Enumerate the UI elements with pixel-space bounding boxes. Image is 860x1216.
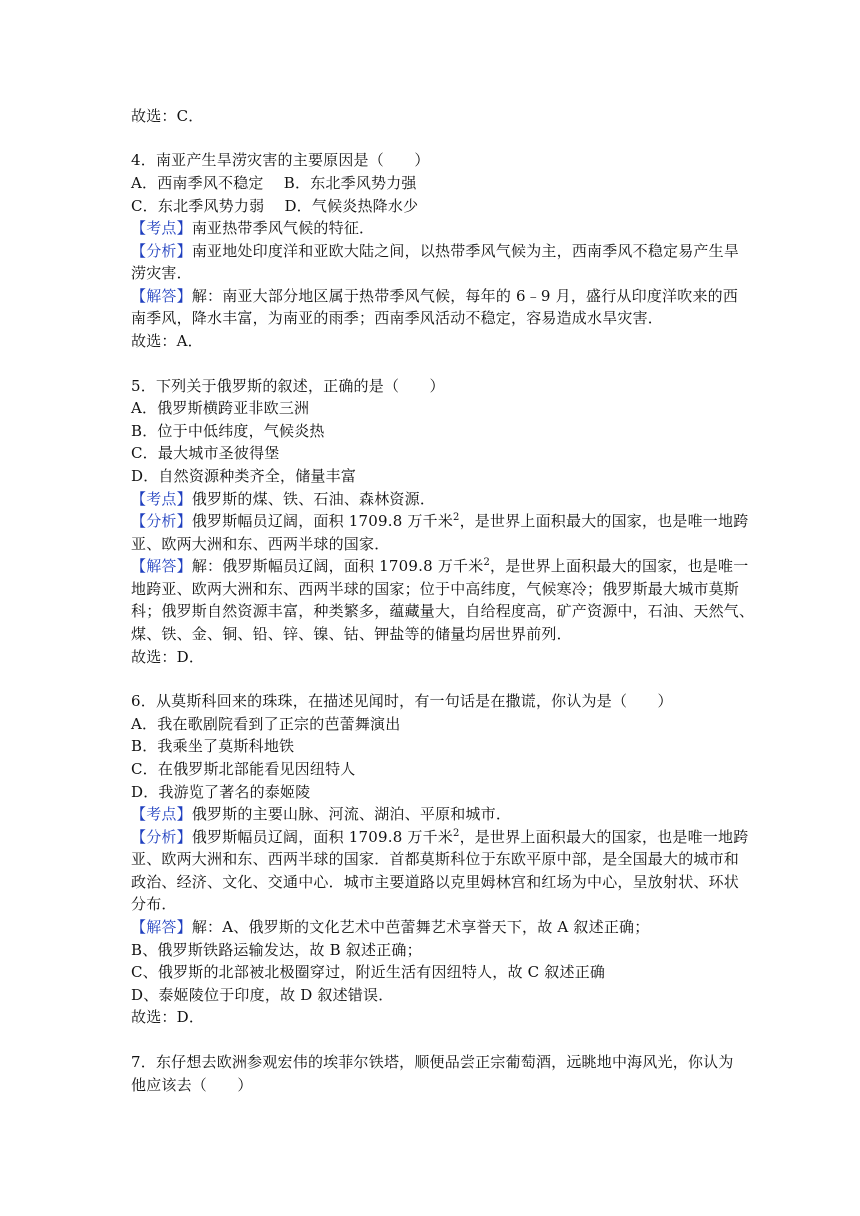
question-4-options-ab: A．西南季风不稳定 B．东北季风势力强 bbox=[131, 174, 417, 192]
kaodian-tag: 【考点】 bbox=[131, 219, 192, 237]
question-4-jieda bbox=[131, 285, 738, 307]
fenxi-text-cont: ，是世界上面积最大的国家，也是唯一地跨 bbox=[459, 512, 749, 530]
fenxi-tag: 【分析】 bbox=[131, 242, 192, 260]
question-6-fenxi-line-3: 政治、经济、文化、交通中心．城市主要道路以克里姆林宫和红场为中心，呈放射状、环状 bbox=[131, 873, 740, 891]
question-6-jieda-line-2: B、俄罗斯铁路运输发达，故 B 叙述正确； bbox=[131, 941, 422, 959]
superscript-2: 2 bbox=[483, 557, 490, 568]
kaodian-text: 俄罗斯的煤、铁、石油、森林资源． bbox=[191, 490, 436, 508]
question-5-option-b: B．位于中低纬度，气候炎热 bbox=[131, 422, 325, 440]
superscript-2: 2 bbox=[453, 512, 460, 523]
question-5-option-d: D．自然资源种类齐全，储量丰富 bbox=[131, 467, 357, 485]
fenxi-text-cont: ，是世界上面积最大的国家，也是唯一地跨 bbox=[459, 828, 749, 846]
kaodian-text: 南亚热带季风气候的特征． bbox=[191, 219, 375, 237]
jieda-tag: 【解答】 bbox=[131, 918, 192, 936]
question-6-option-c: C．在俄罗斯北部能看见因纽特人 bbox=[131, 760, 356, 778]
fenxi-text: 南亚地处印度洋和亚欧大陆之间，以热带季风气候为主，西南季风不稳定易产生旱 bbox=[191, 242, 740, 260]
question-6-jieda-line-4: D、泰姬陵位于印度，故 D 叙述错误． bbox=[131, 986, 394, 1004]
jieda-text: 解：南亚大部分地区属于热带季风气候，每年的 6﹣9 月，盛行从印度洋吹来的西 bbox=[191, 287, 739, 305]
fenxi-text: 俄罗斯幅员辽阔，面积 1709.8 万千米 bbox=[191, 512, 454, 530]
answer-line: 故选：C． bbox=[131, 107, 204, 125]
question-5-answer: 故选：D． bbox=[131, 648, 205, 666]
question-4-fenxi bbox=[131, 240, 739, 262]
question-5-stem: 5．下列关于俄罗斯的叙述，正确的是（ ） bbox=[131, 377, 445, 395]
question-6-option-a: A．我在歌剧院看到了正宗的芭蕾舞演出 bbox=[131, 715, 401, 733]
question-6-jieda bbox=[131, 916, 649, 938]
question-6-option-b: B．我乘坐了莫斯科地铁 bbox=[131, 737, 295, 755]
question-5-jieda-line-4: 煤、铁、金、铜、铅、锌、镍、钴、钾盐等的储量均居世界前列． bbox=[131, 625, 572, 643]
jieda-text: 解：A、俄罗斯的文化艺术中芭蕾舞艺术享誉天下，故 A 叙述正确； bbox=[191, 918, 650, 936]
fenxi-text: 俄罗斯幅员辽阔，面积 1709.8 万千米 bbox=[191, 828, 454, 846]
jieda-text: 解：俄罗斯幅员辽阔，面积 1709.8 万千米 bbox=[191, 557, 484, 575]
question-5-jieda-line-3: 科；俄罗斯自然资源丰富，种类繁多，蕴藏量大，自给程度高，矿产资源中，石油、天然气、 bbox=[131, 602, 755, 620]
question-7-stem: 7．东仔想去欧洲参观宏伟的埃菲尔铁塔，顺便品尝正宗葡萄酒，远眺地中海风光，你认为 bbox=[131, 1053, 734, 1071]
question-5-fenxi-cont: 亚、欧两大洲和东、西两半球的国家． bbox=[131, 535, 390, 553]
fenxi-tag: 【分析】 bbox=[131, 828, 192, 846]
superscript-2: 2 bbox=[453, 828, 460, 839]
question-6-answer: 故选：D． bbox=[131, 1008, 205, 1026]
kaodian-tag: 【考点】 bbox=[131, 490, 192, 508]
question-7-stem-cont: 他应该去（ ） bbox=[131, 1076, 253, 1094]
jieda-text-cont: ，是世界上面积最大的国家，也是唯一 bbox=[490, 557, 749, 575]
kaodian-text: 俄罗斯的主要山脉、河流、湖泊、平原和城市． bbox=[191, 805, 512, 823]
jieda-tag: 【解答】 bbox=[131, 557, 192, 575]
question-4-fenxi-cont: 涝灾害． bbox=[131, 264, 192, 282]
question-5-fenxi bbox=[131, 510, 748, 532]
kaodian-tag: 【考点】 bbox=[131, 805, 192, 823]
question-6-fenxi-line-4: 分布． bbox=[131, 895, 177, 913]
question-4-stem: 4．南亚产生旱涝灾害的主要原因是（ ） bbox=[131, 151, 430, 169]
jieda-tag: 【解答】 bbox=[131, 287, 192, 305]
question-4-options-cd: C．东北季风势力弱 D．气候炎热降水少 bbox=[131, 197, 419, 215]
question-4-answer: 故选：A． bbox=[131, 332, 203, 350]
question-6-kaodian bbox=[131, 803, 511, 825]
question-4-kaodian bbox=[131, 217, 374, 239]
question-5-jieda-line-2: 地跨亚、欧两大洲和东、西两半球的国家；位于中高纬度，气候寒冷；俄罗斯最大城市莫斯 bbox=[131, 580, 740, 598]
fenxi-tag: 【分析】 bbox=[131, 512, 192, 530]
question-6-stem: 6．从莫斯科回来的珠珠，在描述见闻时，有一句话是在撒谎，你认为是（ ） bbox=[131, 692, 673, 710]
question-5-option-c: C．最大城市圣彼得堡 bbox=[131, 444, 280, 462]
question-6-jieda-line-3: C、俄罗斯的北部被北极圈穿过，附近生活有因纽特人，故 C 叙述正确 bbox=[131, 963, 606, 981]
question-6-option-d: D．我游览了著名的泰姬陵 bbox=[131, 783, 311, 801]
question-5-kaodian bbox=[131, 488, 435, 510]
question-5-jieda bbox=[131, 555, 748, 577]
question-5-option-a: A．俄罗斯横跨亚非欧三洲 bbox=[131, 399, 310, 417]
question-6-fenxi-line-2: 亚、欧两大洲和东、西两半球的国家．首都莫斯科位于东欧平原中部，是全国最大的城市和 bbox=[131, 850, 740, 868]
question-4-jieda-cont: 南季风，降水丰富，为南亚的雨季；西南季风活动不稳定，容易造成水旱灾害． bbox=[131, 309, 664, 327]
question-6-fenxi bbox=[131, 826, 748, 848]
